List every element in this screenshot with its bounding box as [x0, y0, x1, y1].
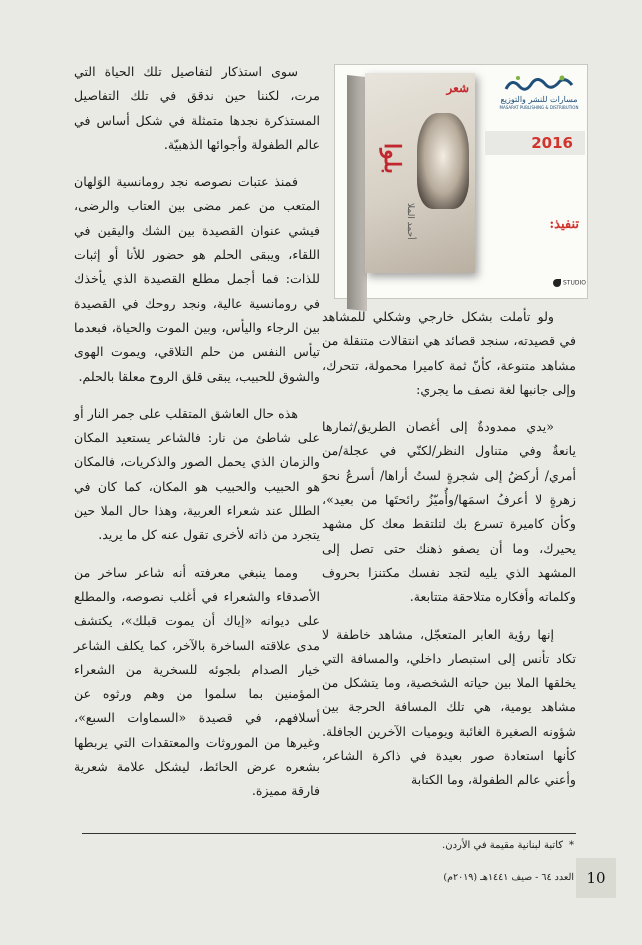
cover-portrait: [417, 113, 469, 209]
footnote-divider: [82, 833, 576, 834]
book-cover-image: [334, 64, 588, 299]
left-text-column: [74, 60, 320, 817]
footnote-text: كاتبة لبنانية مقيمة في الأردن.: [442, 840, 563, 851]
book-front-cover: [365, 73, 475, 273]
cover-genre-mark: شعر: [446, 81, 469, 95]
studio-icon: [553, 279, 561, 287]
publisher-logo-icon: [502, 73, 576, 95]
issue-info: العدد ٦٤ - صيف ١٤٤١هـ (٢٠١٩م): [443, 872, 574, 883]
footnote-marker: *: [569, 840, 574, 851]
paragraph: هذه حال العاشق المتقلب على جمر النار أو على شاطئ من نار: فالشاعر يستعيد المكان والزمان الذي يحمل الصور والذكريات، فالمكان هو الحبيب والحبيب هو المكان، كما كان في الطلل عند شعراء العربية، وهذا حال الملا حين يتجرد من ذاته لأخرى تقول عنه كل ما يريد.: [74, 405, 320, 543]
cover-author: أحمد الملا: [405, 203, 415, 240]
publisher-logo: [497, 73, 581, 121]
studio-logo: [553, 279, 586, 287]
paragraph: إنها رؤية العابر المتعجّل، مشاهد خاطفة لا تكاد تأنس إلى استبصار داخلي، والمسافة التي يخلقها الملا بين حياته الشخصية، وما يتشكل من مشاهد يومية، هي تلك المسافة الحرجة بين شؤونه الصغيرة الغائبة ويوميات الآخرين الجافلة. كأنها استعادة صور بعيدة في ذاكرة الشاعر، وأعني عالم الطفولة، وما الكتابة: [322, 626, 576, 788]
design-credit-label: تنفيذ:: [549, 217, 579, 232]
page-number: 10: [576, 858, 616, 898]
paragraph: فمنذ عتبات نصوصه نجد رومانسية الوَلهان المتعب من عمر مضى بين العتاب والرضى، فيشي عنوان القصيدة بين الشك واليقين في اللقاء، ويبقى الحلم هو حضور للأنا أو إثبات للذات: فما أجمل مطلع القصيدة الذي يأخذك في رومانسية عالية، ونجد روحك في القصيدة بين الرجاء واليأس، وبين الموت والحياة، فبعدما تيأس النفس من حلم التلاقي، ويموت الهوى والشوق للحبيب، يبقى قلق الروح معلقا بالحلم.: [74, 174, 320, 384]
publisher-name-en: MASARAT PUBLISHING & DISTRIBUTION: [499, 105, 579, 110]
publication-year: 2016: [485, 131, 585, 155]
studio-label: STUDIO: [563, 279, 586, 287]
footnote: [82, 838, 574, 854]
paragraph: «يدي ممدودةٌ إلى أغصان الطريق/ثمارها يانعةٌ وفي متناول النظر/لكنّي في عجلة/من أمري/ أركضُ إلى شجرةٍ لستُ أراها/ أسرعُ نحوَ زهرةٍ لا أعرفُ اسمَها/وأُميّزُ رائحتَها من بعيد»، وكأن كاميرة تسرع بك لتلتقط معك كل مشهد يحيرك، وما أن يصفو ذهنك حتى تصل إلى المشهد الذي يليه لتجد نفسك مكتنزا بحروف وكلماته وأفكاره متلاحقة متتابعة.: [322, 419, 576, 605]
paragraph: ومما ينبغي معرفته أنه شاعر ساخر من الأصدقاء والشعراء في أغلب نصوصه، والمطلع على ديوانه «إياك أن يموت قبلك»، يكتشف مدى علاقته الساخرة بالآخر، كما يكلف الشاعر خيار الصدام بلجوئه للسخرية من الشعراء المؤمنين بما سلموا من وهم ورثوه عن أسلافهم، في قصيدة «السماوات السبع»، وغيرها من الموروثات والمعتقدات التي يربطها بشعره عرض الحائط، ليشكل علامة شعرية فارقة مميزة.: [74, 564, 320, 799]
publisher-name-ar: مسارات للنشر والتوزيع: [500, 95, 578, 104]
paragraph: ولو تأملت بشكل خارجي وشكلي للمشاهد في قصيدته، سنجد قصائد هي انتقالات متنقلة من مشاهد متنوعة، كأنّ ثمة كاميرا محمولة، تتحرك، وإلى جانبها لغة نصف ما يجري:: [322, 309, 576, 397]
right-text-column: [322, 305, 576, 806]
paragraph: سوى استذكار لتفاصيل تلك الحياة التي مرت، لكننا حين ندقق في تلك التفاصيل المستذكرة نجدها متمثلة في شكل أساس في عالم الطفولة وأجوائها الذهبيّة.: [74, 64, 320, 152]
book-spine: [347, 75, 367, 311]
cover-title: بلوا: [379, 143, 405, 174]
